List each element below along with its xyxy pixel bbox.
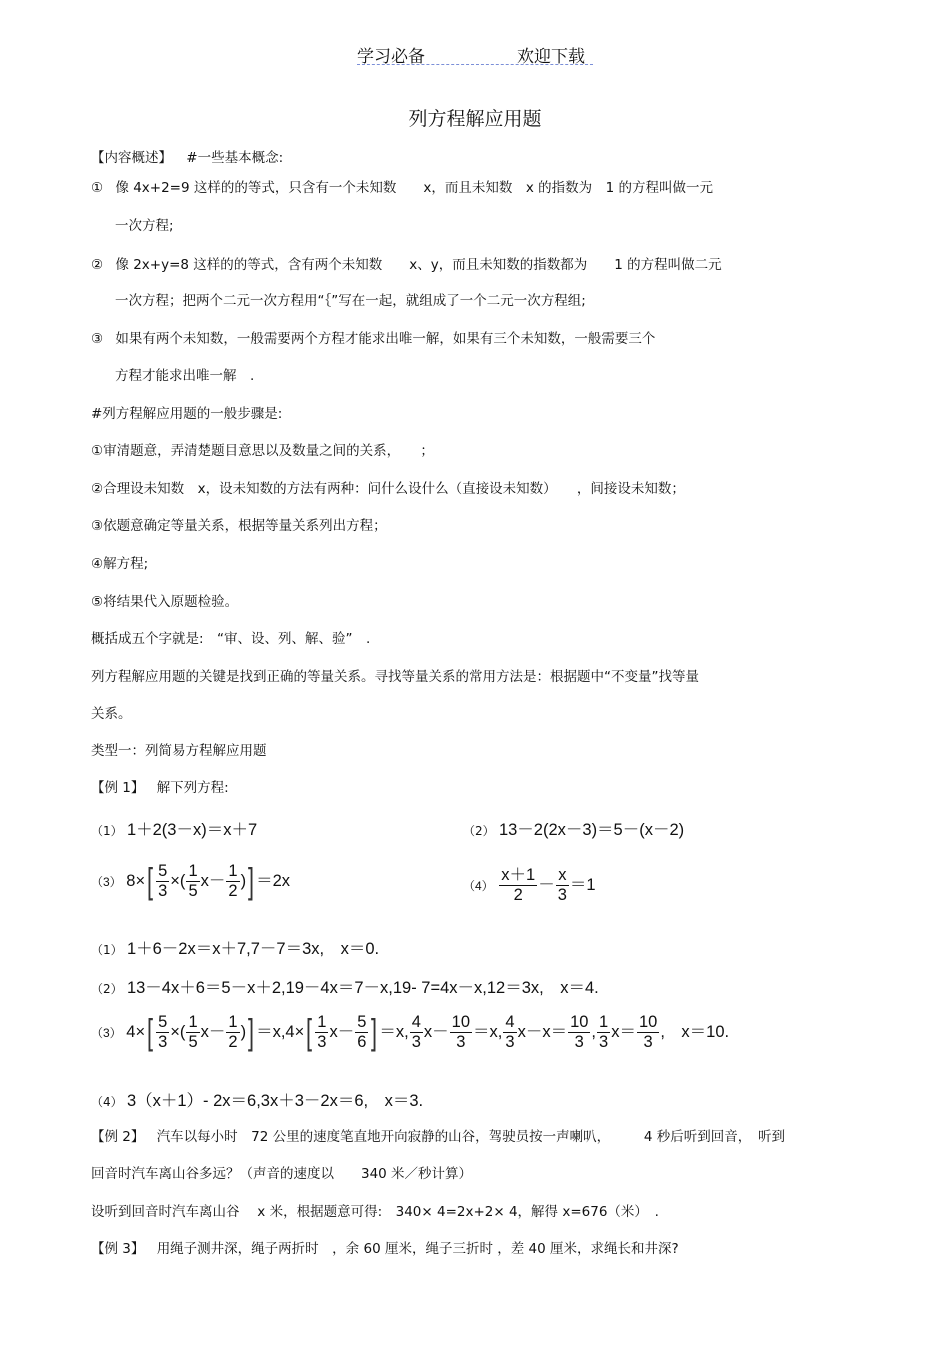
denominator: 3 <box>158 881 168 900</box>
problem-equation: 1＋2(3－x)＝x＋7 <box>126 821 258 839</box>
solution-3 <box>91 1013 729 1052</box>
denominator: 6 <box>357 1032 367 1051</box>
fraction <box>597 1013 610 1052</box>
key-line-2: 关系。 <box>91 706 132 722</box>
concept-text: 像 2x+y=8 这样的的等式，含有两个未知数 x、y，而且未知数的指数都为 1 的方程叫做二元 <box>115 257 722 273</box>
example-2-line-1 <box>91 1125 785 1145</box>
denominator: 5 <box>188 881 198 900</box>
solution-equation: 1＋6－2x＝x＋7,7－7＝3x, x＝0. <box>126 940 380 958</box>
eq-part: ＝x, <box>379 1022 409 1041</box>
concept-1 <box>91 176 713 196</box>
eq-part: x＝ <box>611 1022 636 1041</box>
problem-3 <box>91 862 290 901</box>
numerator: 4 <box>411 1013 421 1031</box>
solution-label: （1） <box>91 943 123 957</box>
overview-intro: #一些基本概念: <box>186 150 284 166</box>
eq-part: ＝1 <box>569 875 596 894</box>
example-1-heading <box>91 776 229 796</box>
eq-part: ×( <box>170 871 186 890</box>
denominator: 3 <box>505 1032 515 1051</box>
denominator: 3 <box>557 885 567 904</box>
fraction <box>186 1013 199 1052</box>
numerator: 1 <box>228 862 238 880</box>
fraction <box>355 1013 368 1052</box>
page-title: 列方程解应用题 <box>408 108 542 130</box>
fraction <box>156 862 169 901</box>
concept-mark: ③ <box>91 331 104 347</box>
denominator: 2 <box>513 885 523 904</box>
eq-part: x－ <box>423 1022 449 1041</box>
steps-title: #列方程解应用题的一般步骤是: <box>91 406 283 422</box>
step-2: ②合理设未知数 x，设未知数的方法有两种：问什么设什么（直接设未知数） ，间接设未知数； <box>91 481 685 497</box>
example-tag: 【例 3】 <box>91 1241 145 1257</box>
problem-2 <box>463 816 684 840</box>
type-1-heading: 类型一：列简易方程解应用题 <box>91 743 267 759</box>
step-5: ⑤将结果代入原题检验。 <box>91 594 239 610</box>
header-right: 欢迎下载 <box>517 47 585 67</box>
header-left: 学习必备 <box>357 47 425 67</box>
fraction <box>568 1013 590 1052</box>
overview-tag: 【内容概述】 <box>91 150 172 166</box>
denominator: 3 <box>643 1032 653 1051</box>
eq-part: x－x＝ <box>517 1022 568 1041</box>
fraction <box>556 866 569 905</box>
bracket-left-icon: [ <box>306 1011 313 1053</box>
concept-3 <box>91 327 655 347</box>
eq-part: ×( <box>170 1022 186 1041</box>
example-2-solution: 设听到回音时汽车离山谷 x 米，根据题意可得: 340× 4=2x+2× 4，解得 x=676（米） . <box>91 1204 659 1220</box>
concept-1-cont: 一次方程; <box>115 218 174 234</box>
solution-1 <box>91 935 379 959</box>
eq-part: － <box>538 875 555 894</box>
solution-label: （3） <box>91 1025 122 1040</box>
fraction <box>499 866 537 905</box>
fraction <box>637 1013 659 1052</box>
denominator: 3 <box>574 1032 584 1051</box>
numerator: x <box>556 866 569 886</box>
example-3-line <box>91 1237 679 1257</box>
numerator: 10 <box>638 1013 658 1031</box>
fraction <box>226 1013 239 1052</box>
step-1: ①审清题意，弄清楚题目意思以及数量之间的关系， ； <box>91 443 434 459</box>
bracket-left-icon: [ <box>147 860 154 902</box>
problem-label: （4） <box>463 878 494 893</box>
concept-2-cont: 一次方程；把两个二元一次方程用“｛”写在一起，就组成了一个二元一次方程组; <box>115 293 586 309</box>
eq-part: ＝2x <box>256 871 291 890</box>
numerator: 1 <box>228 1013 238 1031</box>
denominator: 2 <box>228 1032 238 1051</box>
example-tag: 【例 1】 <box>91 780 145 796</box>
problem-label: （1） <box>91 824 123 838</box>
eq-part: ) <box>240 871 247 890</box>
fraction <box>410 1013 423 1052</box>
numerator: 5 <box>158 1013 168 1031</box>
eq-part: ＝x,4× <box>256 1022 305 1041</box>
key-line-1: 列方程解应用题的关键是找到正确的等量关系。寻找等量关系的常用方法是：根据题中“不变量”找等量 <box>91 669 699 685</box>
example-text: 用绳子测井深，绳子两折时 ，余 60 厘米，绳子三折时 ，差 40 厘米，求绳长和井深? <box>156 1241 679 1257</box>
eq-part: 4× <box>126 1022 146 1041</box>
eq-part: x－ <box>329 1022 355 1041</box>
eq-part: , x＝10. <box>660 1022 730 1041</box>
solution-equation: 13－4x＋6＝5－x＋2,19－4x＝7－x,19- 7=4x－x,12＝3x, x＝4. <box>126 979 599 997</box>
numerator: x＋1 <box>501 866 536 884</box>
fraction <box>226 862 239 901</box>
denominator: 3 <box>599 1032 609 1051</box>
bracket-right-icon: ] <box>371 1011 378 1053</box>
solution-2 <box>91 974 599 998</box>
denominator: 3 <box>317 1032 327 1051</box>
problem-1 <box>91 816 257 840</box>
bracket-right-icon: ] <box>248 860 255 902</box>
summary: 概括成五个字就是: “审、设、列、解、验” . <box>91 631 371 647</box>
numerator: 5 <box>158 862 168 880</box>
bracket-left-icon: [ <box>147 1011 154 1053</box>
eq-part: x－ <box>200 871 226 890</box>
numerator: 10 <box>570 1013 589 1031</box>
problem-4 <box>463 866 596 905</box>
step-4: ④解方程; <box>91 556 149 572</box>
problem-label: （3） <box>91 874 122 889</box>
concept-2 <box>91 253 722 273</box>
step-3: ③依题意确定等量关系，根据等量关系列出方程； <box>91 518 387 534</box>
eq-part: ) <box>240 1022 247 1041</box>
concept-3-cont: 方程才能求出唯一解 . <box>115 368 255 384</box>
eq-part: , <box>591 1022 597 1041</box>
concept-text: 如果有两个未知数，一般需要两个方程才能求出唯一解，如果有三个未知数，一般需要三个 <box>115 331 656 347</box>
fraction <box>156 1013 169 1052</box>
concept-mark: ② <box>91 257 104 273</box>
eq-part: ＝x, <box>473 1022 503 1041</box>
fraction <box>503 1013 516 1052</box>
overview-line <box>91 146 283 166</box>
denominator: 5 <box>188 1032 198 1051</box>
numerator: 10 <box>451 1013 471 1031</box>
bracket-right-icon: ] <box>248 1011 255 1053</box>
example-text: 汽车以每小时 72 公里的速度笔直地开向寂静的山谷，驾驶员按一声喇叭， 4 秒后听到回音， 听到 <box>156 1129 786 1145</box>
example-2-line-2: 回音时汽车离山谷多远？（声音的速度以 340 米／秒计算） <box>91 1166 473 1182</box>
problem-label: （2） <box>463 824 495 838</box>
solution-4 <box>91 1087 423 1111</box>
solution-label: （2） <box>91 982 123 996</box>
eq-part: x－ <box>200 1022 226 1041</box>
denominator: 3 <box>411 1032 421 1051</box>
numerator: 1 <box>188 862 198 880</box>
denominator: 3 <box>158 1032 168 1051</box>
numerator: 5 <box>357 1013 367 1031</box>
numerator: 4 <box>505 1013 515 1031</box>
denominator: 3 <box>456 1032 466 1051</box>
concept-mark: ① <box>91 180 104 196</box>
problem-equation: 13－2(2x－3)＝5－(x－2) <box>498 821 685 839</box>
example-text: 解下列方程: <box>156 780 229 796</box>
solution-equation: 3（x＋1）- 2x＝6,3x＋3－2x＝6, x＝3. <box>126 1092 424 1110</box>
numerator: 1 <box>188 1013 198 1031</box>
solution-label: （4） <box>91 1095 123 1109</box>
denominator: 2 <box>228 881 238 900</box>
numerator: 1 <box>317 1013 327 1031</box>
concept-text: 像 4x+2=9 这样的的等式，只含有一个未知数 x，而且未知数 x 的指数为 1 的方程叫做一元 <box>115 180 714 196</box>
eq-part: 8× <box>126 871 146 890</box>
fraction <box>450 1013 472 1052</box>
fraction <box>186 862 199 901</box>
example-tag: 【例 2】 <box>91 1129 145 1145</box>
fraction <box>315 1013 328 1052</box>
page-header <box>357 42 593 65</box>
numerator: 1 <box>599 1013 609 1031</box>
